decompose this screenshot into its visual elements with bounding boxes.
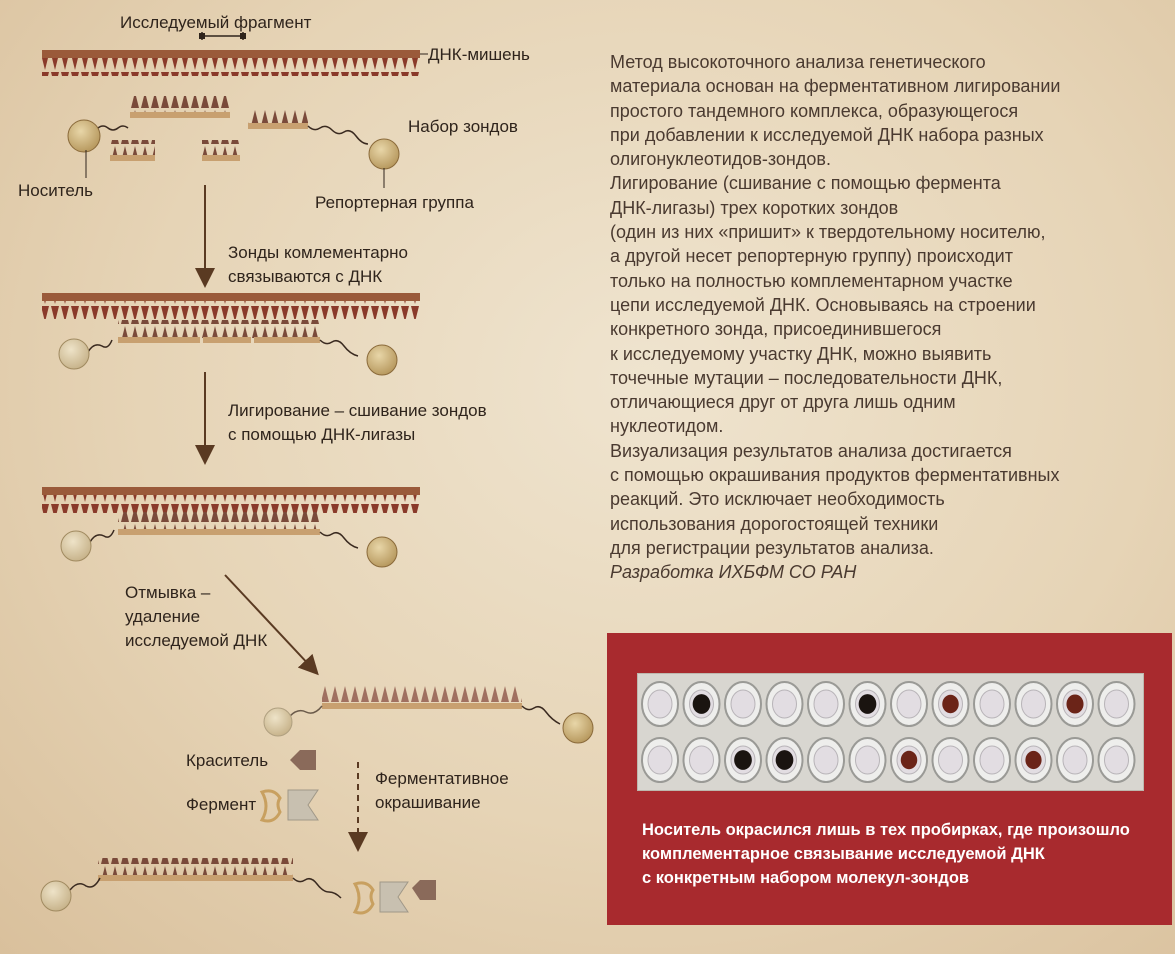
- description-line: Визуализация результатов анализа достигается: [610, 440, 1012, 461]
- microplate-well: [767, 738, 803, 782]
- step3-arrow: [225, 575, 312, 668]
- credit-line: Разработка ИХБФМ СО РАН: [610, 562, 857, 583]
- description-line: Метод высокоточного анализа генетического: [610, 52, 986, 72]
- microplate-well: [850, 682, 886, 726]
- stained-bead: [1066, 694, 1083, 713]
- microplate-well: [725, 682, 761, 726]
- description-line: цепи исследуемой ДНК. Основываясь на строении: [610, 294, 1036, 315]
- microplate-well: [642, 682, 678, 726]
- microplate-wells: [638, 674, 1143, 790]
- microplate-well: [684, 738, 720, 782]
- stained-bead: [734, 750, 752, 770]
- description-line: Лигирование (сшивание с помощью фермента: [610, 173, 1001, 194]
- step3-label-line1: Отмывка –: [125, 583, 211, 602]
- description-line: отличающиеся друг от друга лишь одним: [610, 392, 956, 413]
- description-line: к исследуемому участку ДНК, можно выявить: [610, 343, 992, 364]
- description-line: с помощью окрашивания продуктов ферментативных: [610, 465, 1060, 486]
- carrier-label: Носитель: [18, 181, 93, 200]
- microplate-well: [808, 682, 844, 726]
- microplate-well: [1016, 682, 1052, 726]
- photo-caption: [642, 818, 1142, 890]
- description-line: использования дорогостоящей техники: [610, 513, 939, 534]
- stained-bead: [693, 694, 711, 714]
- hybridized-complex: [42, 293, 420, 375]
- description-text: [610, 50, 1150, 585]
- microplate-well: [642, 738, 678, 782]
- microplate-well: [933, 738, 969, 782]
- caption-line-1: Носитель окрасился лишь в тех пробирках, где произошло: [642, 821, 1130, 839]
- enzyme-icon: [262, 790, 318, 821]
- enzyme-label: Фермент: [186, 795, 257, 814]
- reporter-label: Репортерная группа: [315, 193, 474, 212]
- stained-product: [41, 858, 436, 913]
- description-line: (один из них «пришит» к твердотельному носителю,: [610, 222, 1046, 243]
- target-dna-strand: [42, 50, 420, 76]
- description-line: точечные мутации – последовательности ДНК,: [610, 367, 1003, 388]
- microplate-well: [974, 682, 1010, 726]
- stained-bead: [942, 695, 959, 714]
- step4-label-line1: Ферментативное: [375, 769, 509, 788]
- microplate-well: [933, 682, 969, 726]
- dye-icon: [290, 750, 316, 770]
- caption-line-3: с конкретным набором молекул-зондов: [642, 869, 970, 887]
- microplate-well: [725, 738, 761, 782]
- microplate-well: [808, 738, 844, 782]
- carrier-bead: [68, 120, 100, 152]
- step1-label-line1: Зонды комлементарно: [228, 243, 408, 262]
- washed-product: [264, 686, 593, 743]
- description-line: для регистрации результатов анализа.: [610, 537, 934, 558]
- microplate-well: [891, 738, 927, 782]
- description-line: материала основан на ферментативном лигировании: [610, 76, 1061, 97]
- microplate-well: [850, 738, 886, 782]
- stained-bead: [901, 751, 918, 770]
- target-label: ДНК-мишень: [428, 45, 530, 64]
- probes-label: Набор зондов: [408, 117, 518, 136]
- microplate-well: [1099, 738, 1135, 782]
- fragment-dot-right: [240, 33, 246, 39]
- results-photo-panel: [607, 633, 1172, 925]
- stained-bead: [776, 750, 794, 770]
- microplate-photo: [637, 673, 1144, 791]
- step3-label-line3: исследуемой ДНК: [125, 631, 268, 650]
- microplate-well: [767, 682, 803, 726]
- microplate-well: [1016, 738, 1052, 782]
- microplate-well: [1057, 738, 1093, 782]
- fragment-bracket: [202, 32, 243, 40]
- step1-label-line2: связываются с ДНК: [228, 267, 383, 286]
- fragment-label: Исследуемый фрагмент: [120, 13, 312, 32]
- fragment-dot-left: [199, 33, 205, 39]
- step2-label-line1: Лигирование – сшивание зондов: [228, 401, 487, 420]
- description-line: а другой несет репортерную группу) происходит: [610, 246, 1013, 267]
- step2-label-line2: с помощью ДНК-лигазы: [228, 425, 416, 444]
- step3-label-line2: удаление: [125, 607, 201, 626]
- step4-label-line2: окрашивание: [375, 793, 481, 812]
- description-line: при добавлении к исследуемой ДНК набора разных: [610, 124, 1044, 145]
- microplate-well: [974, 738, 1010, 782]
- microplate-well: [891, 682, 927, 726]
- stained-bead: [859, 694, 877, 714]
- probe-set: [98, 96, 368, 161]
- description-line: нуклеотидом.: [610, 416, 724, 437]
- description-line: ДНК-лигазы) трех коротких зондов: [610, 197, 899, 218]
- stained-bead: [1025, 751, 1041, 769]
- caption-line-2: комплементарное связывание исследуемой ДНК: [642, 845, 1045, 863]
- dye-label: Краситель: [186, 751, 269, 770]
- description-line: конкретного зонда, присоединившегося: [610, 319, 942, 340]
- description-line: реакций. Это исключает необходимость: [610, 489, 945, 510]
- microplate-well: [1057, 682, 1093, 726]
- ligated-complex: [42, 487, 420, 567]
- microplate-well: [684, 682, 720, 726]
- description-line: олигонуклеотидов-зондов.: [610, 149, 831, 170]
- description-line: простого тандемного комплекса, образующегося: [610, 100, 1019, 121]
- microplate-well: [1099, 682, 1135, 726]
- reporter-bead: [369, 139, 399, 169]
- description-line: только на полностью комплементарном участке: [610, 270, 1013, 291]
